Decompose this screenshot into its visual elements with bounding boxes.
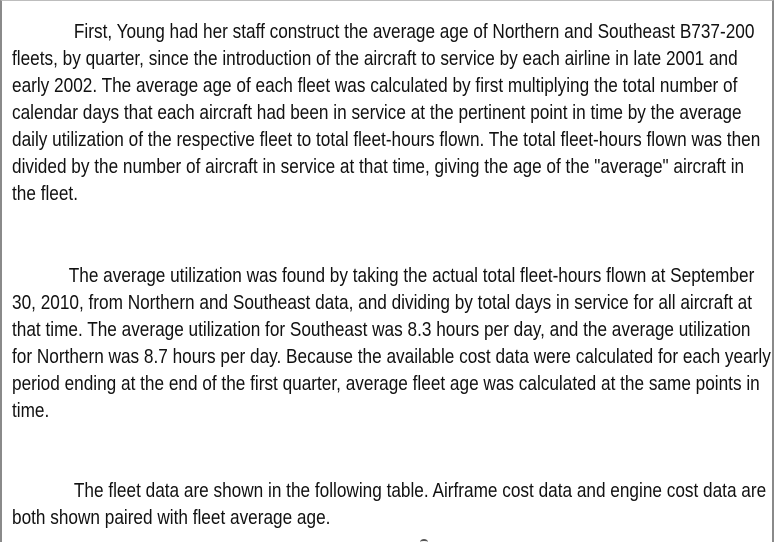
cursor-mark-icon	[420, 539, 428, 545]
paragraph-average-utilization: The average utilization was found by taking the actual total fleet-hours flown at September 30, 2010, from Northern and Southeast data, and dividing by total days in service for all aircraft at that time. The average utilization for Southeast was 8.3 hours per day, and the average utilization for Northern was 8.7 hours per day. Because the available cost data were calculated for each yearly period ending at the end of the first quarter, average fleet age was calculated at the same points in time.	[12, 265, 771, 422]
paragraph-fleet-data-intro: The fleet data are shown in the following table. Airframe cost data and engine cost data are both shown paired with fleet average age.	[12, 480, 767, 529]
paragraph-fleet-age-method: First, Young had her staff construct the average age of Northern and Southeast B737-200 fleets, by quarter, since the introduction of the aircraft to service by each airline in late 2001 and early 2002. The average age of each fleet was calculated by first multiplying the total number of calendar days that each aircraft had been in service at the pertinent point in time by the average daily utilization of the respective fleet to total fleet-hours flown. The total fleet-hours flown was then divided by the number of aircraft in service at that time, giving the age of the "average" aircraft in the fleet.	[12, 21, 761, 205]
